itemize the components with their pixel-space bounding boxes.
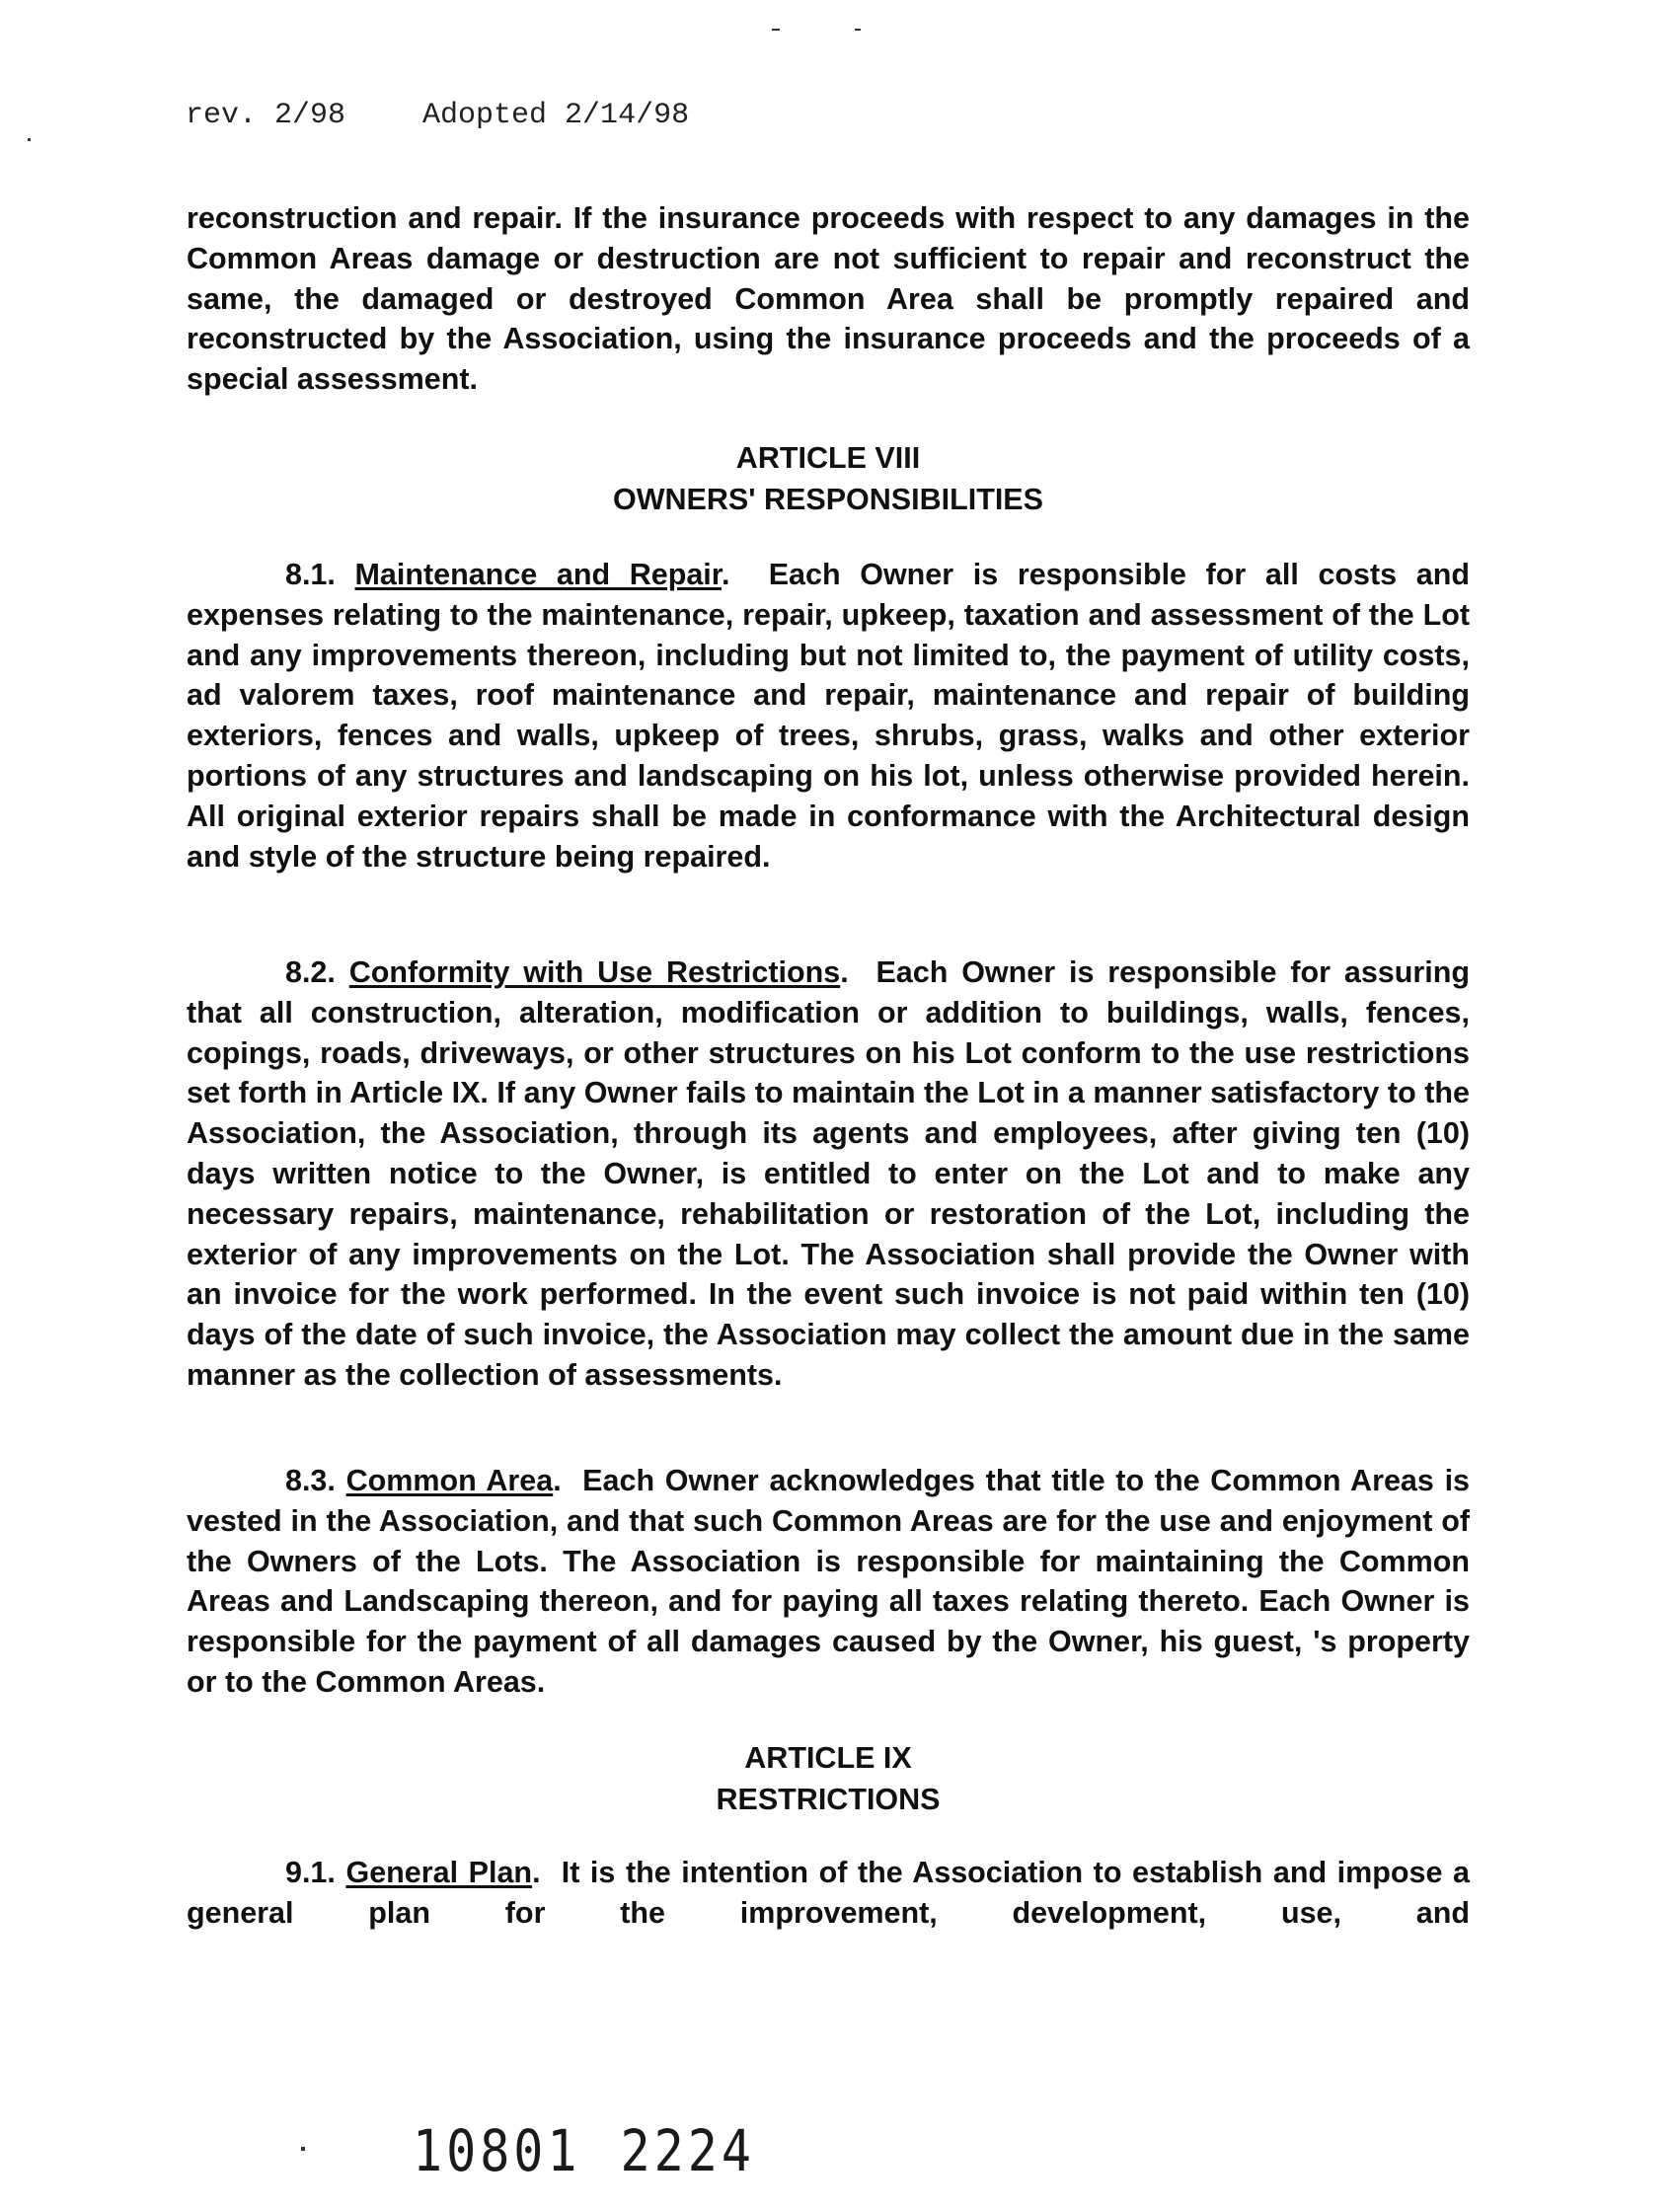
scan-speck [772, 29, 780, 31]
scan-speck [855, 29, 861, 31]
scan-speck [301, 2147, 305, 2151]
section-title: Common Area [345, 1464, 554, 1497]
article-viii-title: OWNERS' RESPONSIBILITIES [613, 483, 1043, 516]
section-9-1: 9.1. General Plan. It is the intention of the Association to establish and impose a general plan for the improvement, development, use, and [187, 1856, 1470, 1930]
section-8-3: 8.3. Common Area. Each Owner acknowledges that title to the Common Areas is vested in the Association, and that such Common Areas are for the use and enjoyment of the Owners of the Lots. The Association is responsible for maintaining the Common Areas and Landscaping thereon, and for paying all taxes relating thereto. Each Owner is responsible for the payment of all damages caused by the Owner, his guest, 's property or to the Common Areas. [187, 1464, 1471, 1699]
section-title: Conformity with Use Restrictions [348, 955, 841, 989]
revision-header [186, 99, 689, 132]
recording-stamp [413, 2118, 755, 2184]
section-title: Maintenance and Repair [354, 558, 722, 591]
section-number: 8.3. [285, 1464, 336, 1497]
revision-label: rev. 2/98 [186, 99, 346, 132]
intro-paragraph: reconstruction and repair. If the insurance proceeds with respect to any damages in the Common Areas damage or destruction are not sufficient to repair and reconstruct the same, the damaged or destroyed Common Area shall be promptly repaired and reconstructed by the Association, using the insurance proceeds and the proceeds of a special assessment. [187, 201, 1470, 397]
article-viii-heading [187, 437, 1470, 520]
book-number: 10801 [413, 2118, 581, 2184]
section-text: Each Owner is responsible for all costs and expenses relating to the maintenance, repair, upkeep, taxation and assessment of the Lot and any improvements thereon, including but not limited to, the payment of utility costs, ad valorem taxes, roof maintenance and repair, maintenance and repair of building exteriors, fences and walls, upkeep of trees, shrubs, grass, walks and other exterior portions of any structures and landscaping on his lot, unless otherwise provided herein. All original exterior repairs shall be made in conformance with the Architectural design and style of the structure being repaired. [187, 558, 1470, 874]
section-8-1: 8.1. Maintenance and Repair. Each Owner is responsible for all costs and expenses relating to the maintenance, repair, upkeep, taxation and assessment of the Lot and any improvements thereon, including but not limited to, the payment of utility costs, ad valorem taxes, roof maintenance and repair, maintenance and repair of building exteriors, fences and walls, upkeep of trees, shrubs, grass, walks and other exterior portions of any structures and landscaping on his lot, unless otherwise provided herein. All original exterior repairs shall be made in conformance with the Architectural design and style of the structure being repaired. [187, 558, 1470, 874]
section-number: 9.1. [285, 1856, 336, 1889]
section-number: 8.2. [285, 955, 336, 989]
section-title: General Plan [345, 1856, 533, 1889]
adopted-label: Adopted 2/14/98 [422, 99, 690, 132]
section-8-2: 8.2. Conformity with Use Restrictions. Each Owner is responsible for assuring that all construction, alteration, modification or addition to buildings, walls, fences, copings, roads, driveways, or other structures on his Lot conform to the use restrictions set forth in Article IX. If any Owner fails to maintain the Lot in a manner satisfactory to the Association, the Association, through its agents and employees, after giving ten (10) days written notice to the Owner, is entitled to enter on the Lot and to make any necessary repairs, maintenance, rehabilitation or restoration of the Lot, including the exterior of any improvements on the Lot. The Association shall provide the Owner with an invoice for the work performed. In the event such invoice is not paid within ten (10) days of the date of such invoice, the Association may collect the amount due in the same manner as the collection of assessments. [187, 955, 1470, 1392]
page-number: 2224 [620, 2118, 755, 2184]
section-text: Each Owner acknowledges that title to the Common Areas is vested in the Association, and that such Common Areas are for the use and enjoyment of the Owners of the Lots. The Association is responsible for maintaining the Common Areas and Landscaping thereon, and for paying all taxes relating thereto. Each Owner is responsible for the payment of all damages caused by the Owner, his guest, 's property or to the Common Areas. [187, 1464, 1471, 1699]
intro-block [187, 198, 1470, 400]
section-number: 8.1. [285, 558, 336, 591]
article-viii-number: ARTICLE VIII [735, 441, 921, 475]
article-ix-heading [187, 1737, 1470, 1820]
section-text: Each Owner is responsible for assuring that all construction, alteration, modification or addition to buildings, walls, fences, copings, roads, driveways, or other structures on his Lot conform to the use restrictions set forth in Article IX. If any Owner fails to maintain the Lot in a manner satisfactory to the Association, the Association, through its agents and employees, after giving ten (10) days written notice to the Owner, is entitled to enter on the Lot and to make any necessary repairs, maintenance, rehabilitation or restoration of the Lot, including the exterior of any improvements on the Lot. The Association shall provide the Owner with an invoice for the work performed. In the event such invoice is not paid within ten (10) days of the date of such invoice, the Association may collect the amount due in the same manner as the collection of assessments. [187, 955, 1470, 1392]
article-ix-title: RESTRICTIONS [716, 1783, 941, 1816]
scan-speck [28, 138, 31, 141]
article-ix-number: ARTICLE IX [744, 1741, 912, 1775]
section-text: It is the intention of the Association to establish and impose a general plan for the improvement, development, use, and [187, 1856, 1470, 1930]
